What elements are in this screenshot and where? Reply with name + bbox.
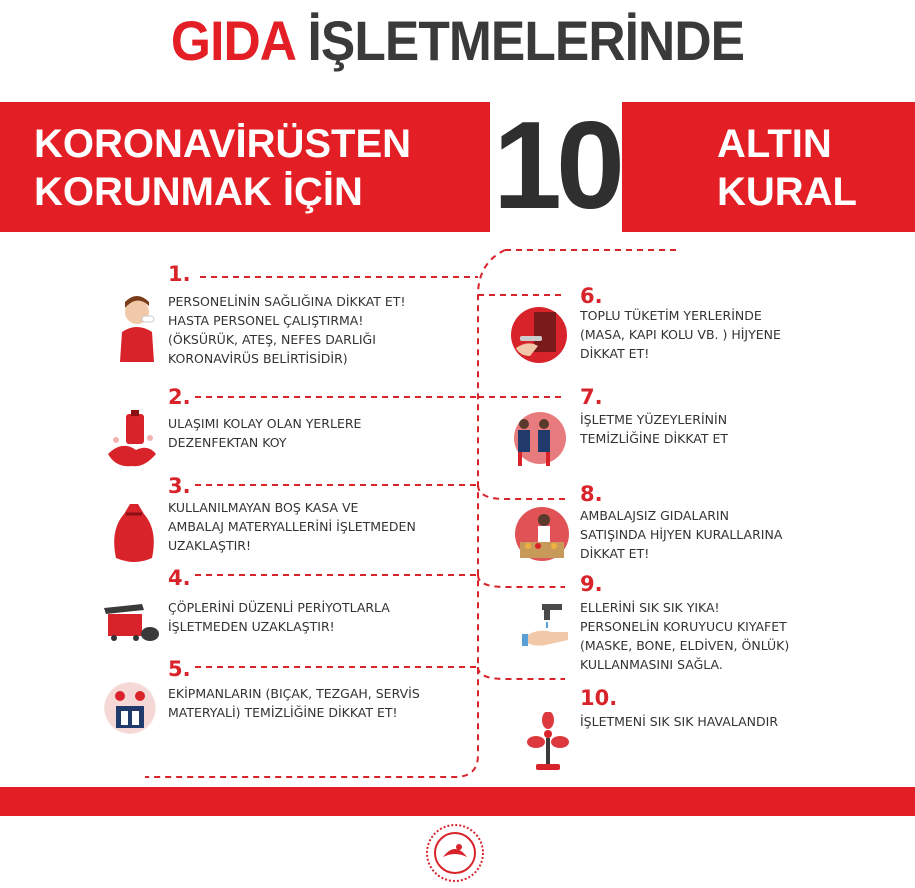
footer-band [0, 787, 915, 816]
rule-1-line: (ÖKSÜRÜK, ATEŞ, NEFES DARLIĞI [168, 332, 376, 347]
rule-4-number: 4. [168, 566, 191, 590]
banner-left-line1: KORONAVİRÜSTEN [34, 122, 412, 166]
rule-9-number: 9. [580, 572, 603, 596]
ministry-logo-icon [425, 823, 485, 883]
banner-right [622, 102, 915, 232]
banner-number: 10 [493, 97, 619, 235]
rule-3-line: UZAKLAŞTIR! [168, 538, 251, 553]
door-handle-icon [510, 306, 568, 364]
page-title [37, 6, 879, 76]
banner-right-line2: KURAL [717, 170, 857, 214]
banner-left-line2: KORUNMAK İÇİN [34, 170, 363, 214]
rule-4-text [168, 598, 468, 636]
sick-person-icon [112, 292, 162, 362]
rule-6-line: DİKKAT ET! [580, 346, 650, 361]
rule-9-line: KULLANMASINI SAĞLA. [580, 657, 723, 672]
rule-8-number: 8. [580, 482, 603, 506]
rule-10-line: İŞLETMENİ SIK SIK HAVALANDIR [580, 714, 778, 729]
rule-1-line: KORONAVİRÜS BELİRTİSİDİR) [168, 351, 348, 366]
rule-3-line: KULLANILMAYAN BOŞ KASA VE [168, 500, 359, 515]
disinfectant-hands-icon [104, 410, 160, 470]
rule-8-text [580, 506, 910, 563]
rule-8-line: DİKKAT ET! [580, 546, 650, 561]
rule-10-text [580, 712, 910, 731]
title-word-isletmelerinde: İŞLETMELERİNDE [307, 9, 745, 72]
rule-2-text [168, 414, 468, 452]
market-stall-icon [514, 506, 570, 562]
rule-5-line: MATERYALİ) TEMİZLİĞİNE DİKKAT ET! [168, 705, 398, 720]
rule-9-text [580, 598, 910, 674]
rule-8-line: AMBALAJSIZ GIDALARIN [580, 508, 729, 523]
rule-2-line: DEZENFEKTAN KOY [168, 435, 287, 450]
rule-1-text [168, 292, 468, 368]
garbage-bag-icon [110, 500, 158, 566]
rule-5-number: 5. [168, 657, 191, 681]
rule-7-text [580, 410, 910, 448]
rule-6-line: TOPLU TÜKETİM YERLERİNDE [580, 308, 762, 323]
banner-right-line1: ALTIN [717, 122, 832, 166]
rule-3-line: AMBALAJ MATERYALLERİNİ İŞLETMEDEN [168, 519, 416, 534]
dumpster-icon [102, 598, 160, 642]
kitchen-equipment-icon [104, 682, 156, 734]
rule-9-line: (MASKE, BONE, ELDİVEN, ÖNLÜK) [580, 638, 790, 653]
rule-6-text [580, 306, 910, 363]
rule-5-line: EKİPMANLARIN (BIÇAK, TEZGAH, SERVİS [168, 686, 420, 701]
rule-6-line: (MASA, KAPI KOLU VB. ) HİJYENE [580, 327, 781, 342]
rule-7-number: 7. [580, 385, 603, 409]
rule-2-number: 2. [168, 385, 191, 409]
hand-washing-icon [522, 598, 572, 650]
rule-10-number: 10. [580, 686, 618, 710]
rule-4-line: İŞLETMEDEN UZAKLAŞTIR! [168, 619, 335, 634]
rule-6-number: 6. [580, 284, 603, 308]
rule-2-line: ULAŞIMI KOLAY OLAN YERLERE [168, 416, 362, 431]
rule-3-text [168, 498, 468, 555]
rule-7-line: İŞLETME YÜZEYLERİNİN [580, 412, 728, 427]
rule-5-text [168, 684, 468, 722]
banner-left [0, 102, 490, 232]
rule-4-line: ÇÖPLERİNİ DÜZENLİ PERİYOTLARLA [168, 600, 390, 615]
title-word-gida: GIDA [170, 9, 295, 72]
rule-9-line: ELLERİNİ SIK SIK YIKA! [580, 600, 720, 615]
rule-7-line: TEMİZLİĞİNE DİKKAT ET [580, 431, 729, 446]
rule-3-number: 3. [168, 474, 191, 498]
rule-8-line: SATIŞINDA HİJYEN KURALLARINA [580, 527, 783, 542]
rule-1-line: PERSONELİNİN SAĞLIĞINA DİKKAT ET! [168, 294, 406, 309]
rule-1-line: HASTA PERSONEL ÇALIŞTIRMA! [168, 313, 364, 328]
fan-icon [526, 712, 570, 774]
rule-1-number: 1. [168, 262, 191, 286]
rule-9-line: PERSONELİN KORUYUCU KIYAFET [580, 619, 787, 634]
cleaning-staff-icon [506, 410, 566, 470]
